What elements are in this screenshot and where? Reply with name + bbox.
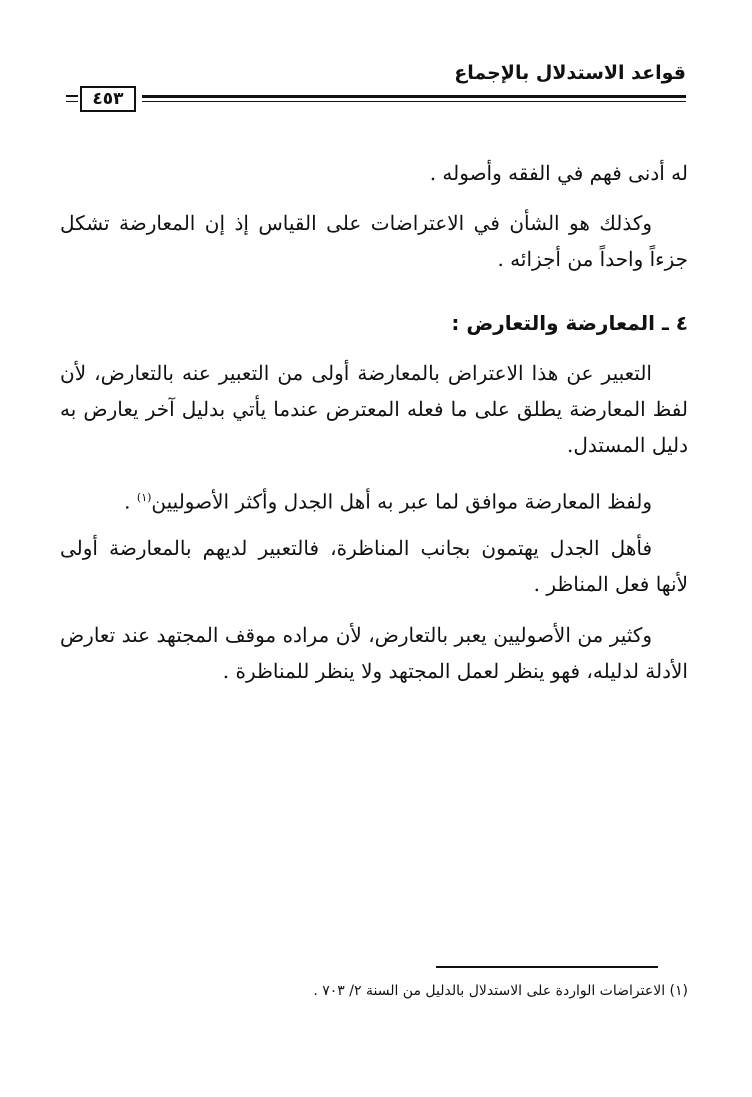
- footnote-reference: (١): [136, 491, 152, 504]
- page-number: ٤٥٣: [80, 86, 136, 112]
- footnote-text: (١) الاعتراضات الواردة على الاستدلال بالدليل من السنة ٢/ ٧٠٣ .: [313, 983, 688, 999]
- paragraph-4-end: .: [124, 489, 137, 514]
- paragraph-5: فأهل الجدل يهتمون بجانب المناظرة، فالتعبير لديهم بالمعارضة أولى لأنها فعل المناظر .: [60, 536, 688, 596]
- footnote-separator: [436, 966, 658, 968]
- paragraph-2: وكذلك هو الشأن في الاعتراضات على القياس إذ إن المعارضة تشكل جزءاً واحداً من أجزائه .: [60, 211, 688, 271]
- header-rule-thin: [142, 101, 686, 102]
- header-rule-left-thick: [66, 95, 78, 97]
- paragraph-6: وكثير من الأصوليين يعبر بالتعارض، لأن مراده موقف المجتهد عند تعارض الأدلة لدليله، فهو ينظر لعمل المجتهد ولا ينظر للمناظرة .: [60, 623, 688, 683]
- paragraph-3: التعبير عن هذا الاعتراض بالمعارضة أولى من التعبير عنه بالتعارض، لأن لفظ المعارضة يطلق على ما فعله المعترض عندما يأتي بدليل آخر يعارض به دليل المستدل.: [60, 361, 688, 457]
- header-rule-left-thin: [66, 101, 78, 102]
- paragraph-1: له أدنى فهم في الفقه وأصوله .: [429, 161, 688, 185]
- section-heading: ٤ ـ المعارضة والتعارض :: [451, 311, 688, 335]
- running-header: [58, 62, 686, 114]
- paragraph-4: [60, 480, 688, 520]
- header-title: قواعد الاستدلال بالإجماع: [454, 62, 686, 84]
- paragraph-4-text: ولفظ المعارضة موافق لما عبر به أهل الجدل وأكثر الأصوليين: [151, 489, 652, 514]
- header-rule-thick: [142, 95, 686, 98]
